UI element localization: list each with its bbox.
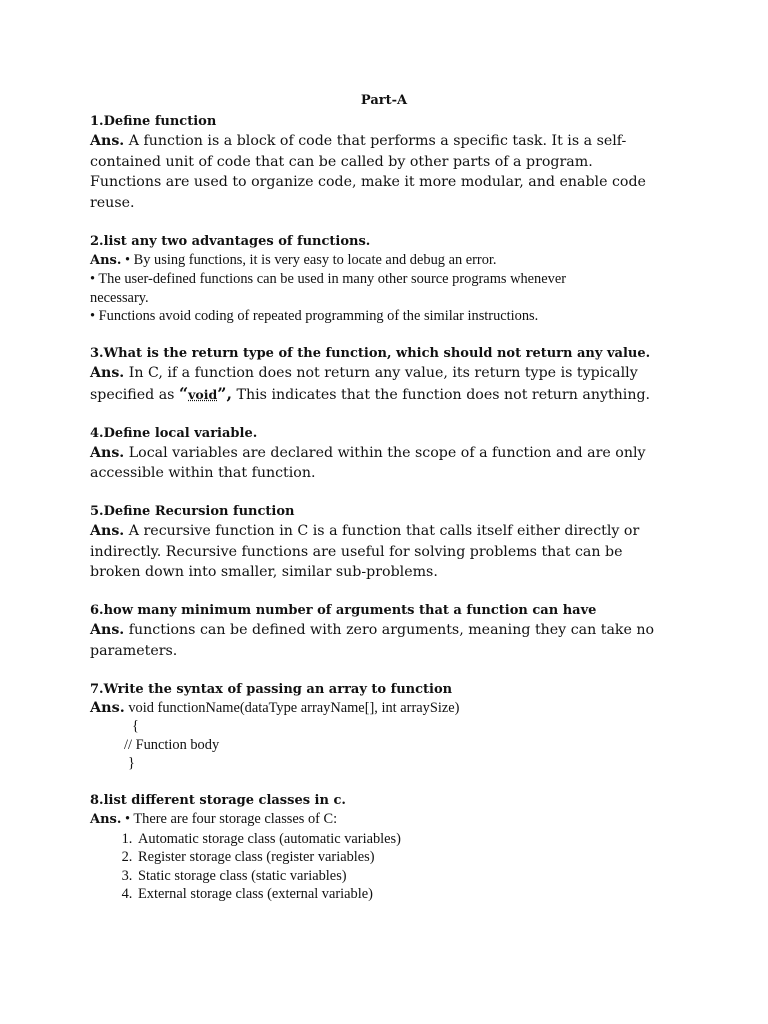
- answer-4-line-2: accessible within that function.: [90, 465, 316, 481]
- question-6-title: 6.how many minimum number of arguments that a function can have: [90, 603, 597, 618]
- answer-1-line-3: Functions are used to organize code, make it more modular, and enable code: [90, 174, 646, 190]
- answer-8-intro: [90, 810, 750, 830]
- answer-2: [90, 251, 750, 326]
- answer-7: [90, 699, 750, 773]
- storage-class-list: [90, 830, 750, 904]
- answer-5: [90, 521, 750, 583]
- answer-label: Ans.: [90, 252, 122, 268]
- question-8-title: 8.list different storage classes in c.: [90, 793, 346, 808]
- question-2: [90, 232, 750, 326]
- answer-label: Ans.: [90, 133, 125, 149]
- answer-5-line-3: broken down into smaller, similar sub-problems.: [90, 564, 438, 580]
- answer-4: [90, 443, 750, 484]
- answer-label: Ans.: [90, 698, 125, 716]
- page-heading: Part-A: [360, 93, 408, 108]
- answer-2-line-2: • The user-defined functions can be used in many other source programs whenever: [90, 271, 567, 287]
- answer-label: Ans.: [90, 365, 125, 381]
- question-2-title: 2.list any two advantages of functions.: [90, 233, 371, 249]
- code-signature-line: [90, 699, 750, 718]
- question-7-title: 7.Write the syntax of passing an array to function: [90, 681, 453, 697]
- question-1-title: 1.Define function: [90, 114, 217, 129]
- question-8: [90, 791, 750, 904]
- answer-1-line-4: reuse.: [90, 194, 135, 211]
- list-item: 3. Static storage class (static variables): [136, 867, 750, 886]
- code-open-brace: {: [132, 718, 139, 734]
- storage-intro: • There are four storage classes of C:: [125, 811, 338, 827]
- question-5: [90, 502, 750, 583]
- question-5-title: 5.Define Recursion function: [90, 504, 295, 519]
- answer-label: Ans.: [90, 523, 125, 539]
- list-item: 4. External storage class (external variable): [136, 885, 750, 904]
- question-4-title: 4.Define local variable.: [90, 425, 258, 441]
- answer-1-line-2: contained unit of code that can be called by other parts of a program.: [90, 153, 593, 170]
- question-1: [90, 112, 750, 213]
- answer-5-line-1: A recursive function in C is a function that calls itself either directly or: [128, 523, 640, 539]
- answer-1: [90, 131, 750, 213]
- answer-4-line-1: Local variables are declared within the scope of a function and are only: [128, 444, 646, 461]
- answer-6-line-2: parameters.: [90, 642, 178, 659]
- answer-3-line-1: In C, if a function does not return any value, its return type is typically: [128, 365, 638, 381]
- question-3: [90, 344, 750, 405]
- answer-label: Ans.: [90, 812, 122, 827]
- answer-3-line-2-prefix: specified as: [90, 386, 179, 403]
- answer-6-line-1: functions can be defined with zero arguments, meaning they can take no: [128, 622, 655, 638]
- answer-1-line-1: A function is a block of code that performs a specific task. It is a self-: [128, 133, 627, 149]
- close-quote: ”,: [217, 383, 233, 403]
- answer-2-line-3: necessary.: [90, 289, 149, 306]
- list-item: 1. Automatic storage class (automatic variables): [136, 830, 750, 849]
- answer-2-line-4: • Functions avoid coding of repeated programming of the similar instructions.: [90, 308, 539, 324]
- answer-2-line-1: • By using functions, it is very easy to locate and debug an error.: [125, 251, 497, 268]
- answer-5-line-2: indirectly. Recursive functions are useful for solving problems that can be: [90, 543, 623, 560]
- answer-3-line-2-suffix: This indicates that the function does not return anything.: [232, 386, 651, 403]
- code-signature: void functionName(dataType arrayName[], int arraySize): [128, 699, 460, 716]
- question-6: [90, 601, 750, 661]
- question-4: [90, 424, 750, 484]
- question-3-title: 3.What is the return type of the function, which should not return any value.: [90, 346, 651, 361]
- question-list: [90, 112, 750, 904]
- answer-6: [90, 620, 750, 661]
- code-comment: // Function body: [124, 736, 220, 753]
- answer-3: [90, 363, 750, 405]
- code-close-brace: }: [128, 755, 135, 771]
- question-7: [90, 680, 750, 773]
- open-quote: “: [178, 383, 189, 403]
- answer-label: Ans.: [90, 444, 125, 461]
- answer-label: Ans.: [90, 622, 125, 638]
- void-keyword: void: [188, 386, 218, 402]
- list-item: 2. Register storage class (register variables): [136, 848, 750, 867]
